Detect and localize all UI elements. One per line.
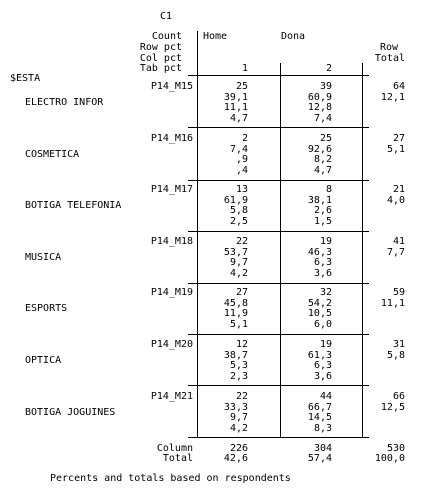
row-code: P14_M20: [150, 339, 193, 350]
column-total-label-total: Total: [162, 453, 193, 464]
cell-home: 53,7: [223, 247, 248, 258]
row-code: P14_M15: [150, 81, 193, 92]
cell-home: 5,8: [229, 205, 248, 216]
grid-hline: [188, 231, 369, 232]
cell-dona: 4,7: [313, 165, 332, 176]
row-total-pct: 11,1: [380, 298, 405, 309]
column-code-home: 1: [241, 63, 248, 74]
cell-dona: 66,7: [307, 402, 332, 413]
cell-dona: 8,2: [313, 154, 332, 165]
grid-vline-left: [197, 31, 198, 437]
cell-home: 9,7: [229, 257, 248, 268]
row-total-count: 41: [392, 236, 405, 247]
grand-total-count: 530: [386, 443, 405, 454]
cell-home: 61,9: [223, 195, 248, 206]
cell-dona: 2,6: [313, 205, 332, 216]
row-total-count: 31: [392, 339, 405, 350]
row-label: BOTIGA TELEFONIA: [25, 200, 122, 211]
row-variable-label: $ESTA: [10, 73, 41, 84]
cell-dona: 19: [319, 339, 332, 350]
row-total-count: 27: [392, 133, 405, 144]
row-total-header: Row: [379, 42, 398, 53]
cell-home: 22: [235, 236, 248, 247]
row-total-pct: 7,7: [386, 247, 405, 258]
cell-dona: 14,5: [307, 412, 332, 423]
column-total-home-pct: 42,6: [223, 453, 248, 464]
stat-label-tab-pct: Tab pct: [139, 63, 182, 74]
row-code: P14_M19: [150, 287, 193, 298]
cell-home: 2: [241, 133, 248, 144]
row-total-pct: 5,8: [386, 350, 405, 361]
grid-hline: [188, 127, 369, 128]
cell-home: 11,1: [223, 102, 248, 113]
row-total-header-total: Total: [374, 53, 405, 64]
cell-dona: 54,2: [307, 298, 332, 309]
cell-home: 9,7: [229, 412, 248, 423]
grand-total-pct: 100,0: [374, 453, 405, 464]
grid-vline-right: [362, 63, 363, 437]
cell-dona: 3,6: [313, 268, 332, 279]
column-header-dona: Dona: [281, 31, 306, 42]
cell-dona: 7,4: [313, 113, 332, 124]
cell-home: 4,2: [229, 423, 248, 434]
column-total-dona-pct: 57,4: [307, 453, 332, 464]
cell-home: 25: [235, 81, 248, 92]
row-label: MUSICA: [25, 252, 62, 263]
cell-home: ,4: [235, 165, 248, 176]
row-label: COSMETICA: [25, 149, 80, 160]
cell-dona: 92,6: [307, 144, 332, 155]
cell-dona: 3,6: [313, 371, 332, 382]
cell-home: ,9: [235, 154, 248, 165]
cell-home: 5,3: [229, 360, 248, 371]
cell-home: 33,3: [223, 402, 248, 413]
column-code-dona: 2: [325, 63, 332, 74]
footnote: Percents and totals based on respondents: [50, 473, 291, 484]
cell-home: 7,4: [229, 144, 248, 155]
cell-dona: 32: [319, 287, 332, 298]
cell-dona: 38,1: [307, 195, 332, 206]
cell-dona: 44: [319, 391, 332, 402]
row-code: P14_M16: [150, 133, 193, 144]
stat-label-col-pct: Col pct: [139, 53, 182, 64]
cell-dona: 46,3: [307, 247, 332, 258]
cell-home: 4,2: [229, 268, 248, 279]
row-label: OPTICA: [25, 355, 62, 366]
row-total-pct: 5,1: [386, 144, 405, 155]
cell-dona: 6,0: [313, 319, 332, 330]
cell-home: 45,8: [223, 298, 248, 309]
stat-label-count: Count: [151, 31, 182, 42]
column-total-dona-count: 304: [313, 443, 332, 454]
row-total-count: 59: [392, 287, 405, 298]
cell-home: 39,1: [223, 92, 248, 103]
row-code: P14_M21: [150, 391, 193, 402]
table-title: C1: [160, 11, 173, 22]
cell-dona: 8: [325, 184, 332, 195]
row-label: ELECTRO INFOR: [25, 97, 104, 108]
cell-dona: 39: [319, 81, 332, 92]
grid-hline: [188, 75, 369, 76]
grid-hline: [188, 334, 369, 335]
row-total-pct: 4,0: [386, 195, 405, 206]
cell-home: 11,9: [223, 308, 248, 319]
row-total-pct: 12,5: [380, 402, 405, 413]
row-code: P14_M18: [150, 236, 193, 247]
column-total-label: Column: [156, 443, 193, 454]
cell-dona: 6,3: [313, 257, 332, 268]
cell-dona: 12,8: [307, 102, 332, 113]
cell-home: 12: [235, 339, 248, 350]
grid-hline: [188, 437, 369, 438]
row-total-count: 21: [392, 184, 405, 195]
column-total-home-count: 226: [229, 443, 248, 454]
cell-dona: 10,5: [307, 308, 332, 319]
cell-home: 38,7: [223, 350, 248, 361]
grid-hline: [188, 283, 369, 284]
cell-dona: 6,3: [313, 360, 332, 371]
row-label: ESPORTS: [25, 303, 68, 314]
cell-dona: 25: [319, 133, 332, 144]
cell-dona: 1,5: [313, 216, 332, 227]
grid-hline: [188, 385, 369, 386]
cell-home: 22: [235, 391, 248, 402]
row-code: P14_M17: [150, 184, 193, 195]
cell-dona: 8,3: [313, 423, 332, 434]
cell-home: 27: [235, 287, 248, 298]
stat-label-row-pct: Row pct: [139, 42, 182, 53]
row-label: BOTIGA JOGUINES: [25, 407, 116, 418]
grid-vline-mid: [280, 63, 281, 437]
column-header-home: Home: [203, 31, 228, 42]
cell-dona: 19: [319, 236, 332, 247]
cell-home: 4,7: [229, 113, 248, 124]
row-total-count: 66: [392, 391, 405, 402]
cell-home: 5,1: [229, 319, 248, 330]
grid-hline: [188, 180, 369, 181]
row-total-count: 64: [392, 81, 405, 92]
cell-home: 13: [235, 184, 248, 195]
cell-dona: 60,9: [307, 92, 332, 103]
cell-home: 2,5: [229, 216, 248, 227]
cell-dona: 61,3: [307, 350, 332, 361]
row-total-pct: 12,1: [380, 92, 405, 103]
cell-home: 2,3: [229, 371, 248, 382]
